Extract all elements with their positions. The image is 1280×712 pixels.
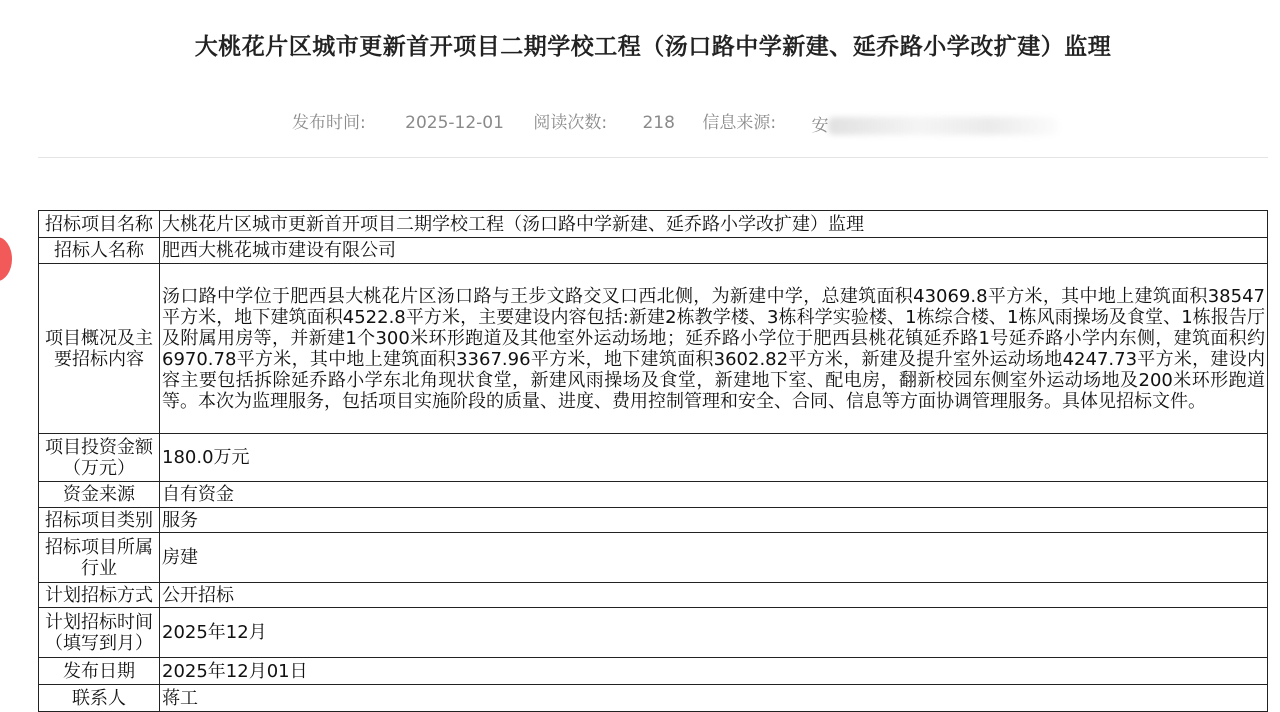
row-label: 招标项目所属行业 (39, 533, 160, 583)
table-row (39, 482, 1268, 508)
views-label: 阅读次数: (533, 113, 608, 133)
article-meta (292, 108, 1051, 136)
header-divider (38, 157, 1268, 158)
row-value: 房建 (160, 533, 1268, 583)
table-row (39, 685, 1268, 712)
row-label: 计划招标方式 (39, 583, 160, 608)
row-label: 招标人名称 (39, 238, 160, 264)
row-value: 蒋工 (160, 685, 1268, 712)
row-value: 大桃花片区城市更新首开项目二期学校工程（汤口路中学新建、延乔路小学改扩建）监理 (160, 211, 1268, 238)
source-value-blurred (811, 111, 1051, 136)
row-label: 招标项目类别 (39, 508, 160, 533)
source-visible-char: 安 (811, 116, 829, 136)
side-float-button[interactable] (0, 237, 12, 281)
row-value: 180.0万元 (160, 434, 1268, 482)
views-count: 218 (642, 113, 675, 133)
table-row (39, 583, 1268, 608)
row-value: 自有资金 (160, 482, 1268, 508)
row-value: 2025年12月 (160, 608, 1268, 658)
row-label: 招标项目名称 (39, 211, 160, 238)
table-row (39, 533, 1268, 583)
table-row (39, 508, 1268, 533)
row-label: 资金来源 (39, 482, 160, 508)
table-row (39, 211, 1268, 238)
article-title: 大桃花片区城市更新首开项目二期学校工程（汤口路中学新建、延乔路小学改扩建）监理 (194, 34, 1112, 60)
row-value: 2025年12月01日 (160, 658, 1268, 685)
table-row (39, 264, 1268, 434)
table-row (39, 434, 1268, 482)
publish-time: 2025-12-01 (405, 113, 504, 133)
redaction-blur (828, 117, 1058, 135)
row-value: 公开招标 (160, 583, 1268, 608)
row-label: 项目概况及主要招标内容 (39, 264, 160, 434)
table-row (39, 238, 1268, 264)
tender-info-table (38, 210, 1268, 712)
row-label: 联系人 (39, 685, 160, 712)
row-label: 计划招标时间（填写到月） (39, 608, 160, 658)
row-value: 服务 (160, 508, 1268, 533)
source-label: 信息来源: (702, 113, 777, 133)
row-label: 项目投资金额（万元） (39, 434, 160, 482)
table-row (39, 608, 1268, 658)
row-label: 发布日期 (39, 658, 160, 685)
row-value: 肥西大桃花城市建设有限公司 (160, 238, 1268, 264)
publish-time-label: 发布时间: (292, 113, 366, 133)
row-value: 汤口路中学位于肥西县大桃花片区汤口路与王步文路交叉口西北侧，为新建中学，总建筑面积43069.8平方米，其中地上建筑面积38547平方米，地下建筑面积4522.8平方米，主要建设内容包括:新建2栋教学楼、3栋科学实验楼、1栋综合楼、1栋风雨操场及食堂、1栋报告厅及附属用房等，并新建1个300米环形跑道及其他室外运动场地；延乔路小学位于肥西县桃花镇延乔路1号延乔路小学内东侧，建筑面积约6970.78平方米，其中地上建筑面积3367.96平方米，地下建筑面积3602.82平方米，新建及提升室外运动场地4247.73平方米，建设内容主要包括拆除延乔路小学东北角现状食堂，新建风雨操场及食堂，新建地下室、配电房，翻新校园东侧室外运动场地及200米环形跑道等。本次为监理服务，包括项目实施阶段的质量、进度、费用控制管理和安全、合同、信息等方面协调管理服务。具体见招标文件。 (160, 264, 1268, 434)
table-row (39, 658, 1268, 685)
